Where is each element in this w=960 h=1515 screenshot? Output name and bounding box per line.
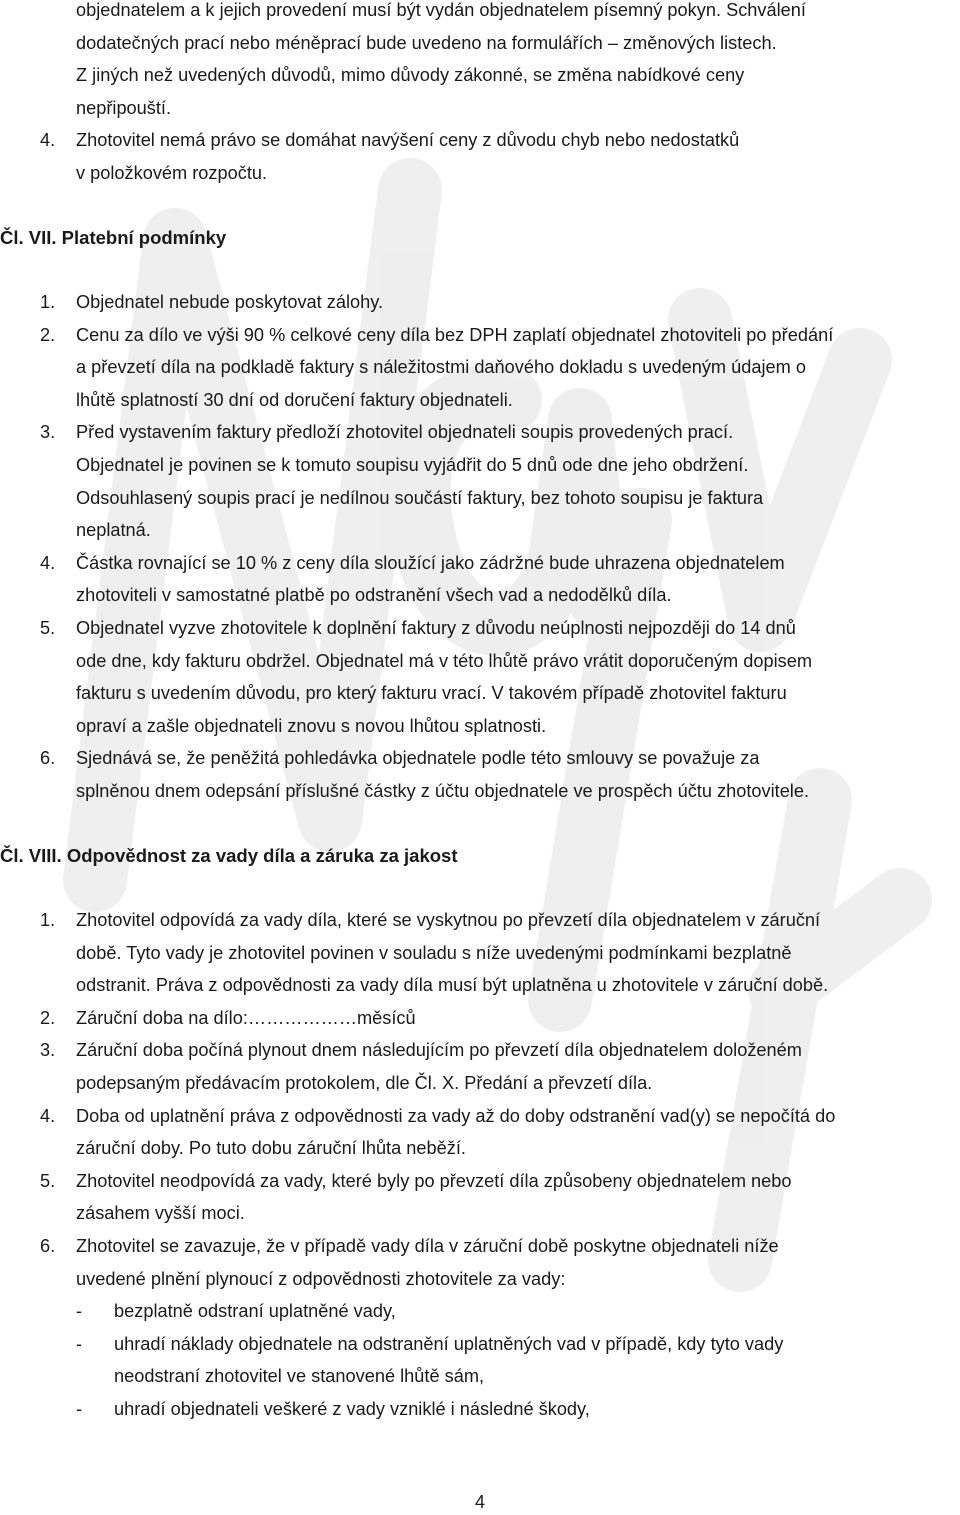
item-number: 4. [40, 1105, 56, 1126]
list-item [40, 612, 956, 742]
text-line: Objednatel nebude poskytovat zálohy. [76, 292, 384, 312]
text-line: objednatelem a k jejich provedení musí být vydán objednatelem písemný pokyn. Schválení [76, 0, 806, 20]
bullet-dash: - [76, 1301, 83, 1322]
text-line: Zhotovitel neodpovídá za vady, které byly po převzetí díla způsobeny objednatelem nebo [76, 1170, 792, 1191]
list-item [40, 416, 956, 546]
text-line: Objednatel je povinen se k tomuto soupisu vyjádřit do 5 dnů ode dne jeho obdržení. [76, 454, 749, 475]
item-number: 6. [40, 1235, 56, 1256]
text-line: záruční doby. Po tuto dobu záruční lhůta neběží. [76, 1138, 466, 1159]
text-line: Objednatel vyzve zhotovitele k doplnění faktury z důvodu neúplnosti nejpozději do 14 dnů [76, 617, 796, 638]
text-line: lhůtě splatností 30 dní od doručení faktury objednateli. [76, 389, 513, 410]
text-line: zásahem vyšší moci. [76, 1203, 245, 1224]
item-number: 2. [40, 324, 56, 345]
text-line: Odsouhlasený soupis prací je nedílnou součástí faktury, bez tohoto soupisu je faktura [76, 487, 764, 508]
bullet-dash: - [76, 1333, 83, 1354]
item-number: 3. [40, 422, 56, 443]
text-line: Cenu za dílo ve výši 90 % celkové ceny díla bez DPH zaplatí objednatel zhotoviteli po předání [76, 324, 834, 345]
text-line: bezplatně odstraní uplatněné vady, [114, 1301, 396, 1322]
list-item [40, 319, 956, 417]
bullet-item [76, 1295, 956, 1328]
text-line: neplatná. [76, 520, 151, 541]
text-line: fakturu s uvedením důvodu, pro který fakturu vrací. V takovém případě zhotovitel fakturu [76, 683, 787, 704]
text-line: Z jiných než uvedených důvodů, mimo důvody zákonné, se změna nabídkové ceny [76, 65, 745, 86]
text-line: zhotoviteli v samostatné platbě po odstranění všech vad a nedodělků díla. [76, 585, 672, 606]
item-number: 4. [40, 130, 56, 150]
item-number: 3. [40, 1040, 56, 1061]
text-line: podepsaným předávacím protokolem, dle Čl. X. Předání a převzetí díla. [76, 1072, 653, 1093]
text-line: době. Tyto vady je zhotovitel povinen v souladu s níže uvedenými podmínkami bezplatně [76, 942, 792, 963]
item-number: 4. [40, 552, 56, 573]
list-item [40, 286, 956, 319]
section-heading-vii: Čl. VII. Platební podmínky [0, 227, 227, 248]
list-item [40, 1034, 956, 1099]
text-line: a převzetí díla na podkladě faktury s náležitostmi daňového dokladu s uvedeným údajem o [76, 357, 806, 378]
list-item [40, 1100, 956, 1165]
text-line: odstranit. Práva z odpovědnosti za vady díla musí být uplatněna u zhotovitele v záruční době. [76, 975, 829, 996]
text-line: ode dne, kdy fakturu obdržel. Objednatel má v této lhůtě právo vrátit doporučeným dopisem [76, 650, 812, 671]
section-vii-list [40, 286, 956, 808]
text-line: splněnou dnem odepsání příslušné částky z účtu objednatele ve prospěch účtu zhotovitele. [76, 780, 810, 801]
item-number: 1. [40, 910, 56, 930]
item-number: 5. [40, 1170, 56, 1191]
list-item [40, 904, 956, 1002]
text-line: uhradí náklady objednatele na odstranění uplatněných vad v případě, kdy tyto vady [114, 1333, 784, 1354]
text-line: Zhotovitel se zavazuje, že v případě vady díla v záruční době poskytne objednateli níže [76, 1235, 779, 1256]
text-line: Záruční doba na dílo:………………měsíců [76, 1007, 416, 1028]
list-item [40, 124, 956, 189]
list-item [40, 742, 956, 807]
text-line: v položkovém rozpočtu. [76, 162, 268, 183]
section-heading-viii: Čl. VIII. Odpovědnost za vady díla a záruka za jakost [0, 845, 458, 866]
text-line: Záruční doba počíná plynout dnem následujícím po převzetí díla objednatelem doloženém [76, 1040, 802, 1061]
bullet-item [76, 1328, 956, 1393]
text-line: Zhotovitel nemá právo se domáhat navýšení ceny z důvodu chyb nebo nedostatků [76, 130, 740, 150]
item-number: 6. [40, 748, 56, 769]
list-item [40, 547, 956, 612]
continued-paragraph [40, 0, 956, 124]
list-item [40, 1165, 956, 1230]
list-item [40, 1230, 956, 1295]
item-number: 5. [40, 617, 56, 638]
text-line: uhradí objednateli veškeré z vady vzniklé i následné škody, [114, 1398, 590, 1419]
bullet-item [76, 1393, 956, 1426]
text-line: Částka rovnající se 10 % z ceny díla sloužící jako zádržné bude uhrazena objednatelem [76, 552, 785, 573]
list-item [40, 1002, 956, 1035]
text-line: uvedené plnění plynoucí z odpovědnosti zhotovitele za vady: [76, 1268, 566, 1289]
item-number: 1. [40, 292, 56, 312]
text-line: nepřipouští. [76, 97, 172, 118]
text-line: neodstraní zhotovitel ve stanovené lhůtě sám, [114, 1366, 485, 1387]
text-line: Před vystavením faktury předloží zhotovitel objednateli soupis provedených prací. [76, 422, 734, 443]
text-line: Sjednává se, že peněžitá pohledávka objednatele podle této smlouvy se považuje za [76, 748, 760, 769]
text-line: opraví a zašle objednateli znovu s novou lhůtou splatnosti. [76, 715, 547, 736]
section-viii-list [40, 904, 956, 1426]
bullet-dash: - [76, 1398, 83, 1419]
text-line: Zhotovitel odpovídá za vady díla, které se vyskytnou po převzetí díla objednatelem v záruční [76, 910, 821, 930]
item-number: 2. [40, 1007, 56, 1028]
text-line: Doba od uplatnění práva z odpovědnosti za vady až do doby odstranění vad(y) se nepočítá do [76, 1105, 836, 1126]
text-line: dodatečných prací nebo méněprací bude uvedeno na formulářích – změnových listech. [76, 32, 777, 53]
page-number: 4 [474, 1492, 485, 1512]
